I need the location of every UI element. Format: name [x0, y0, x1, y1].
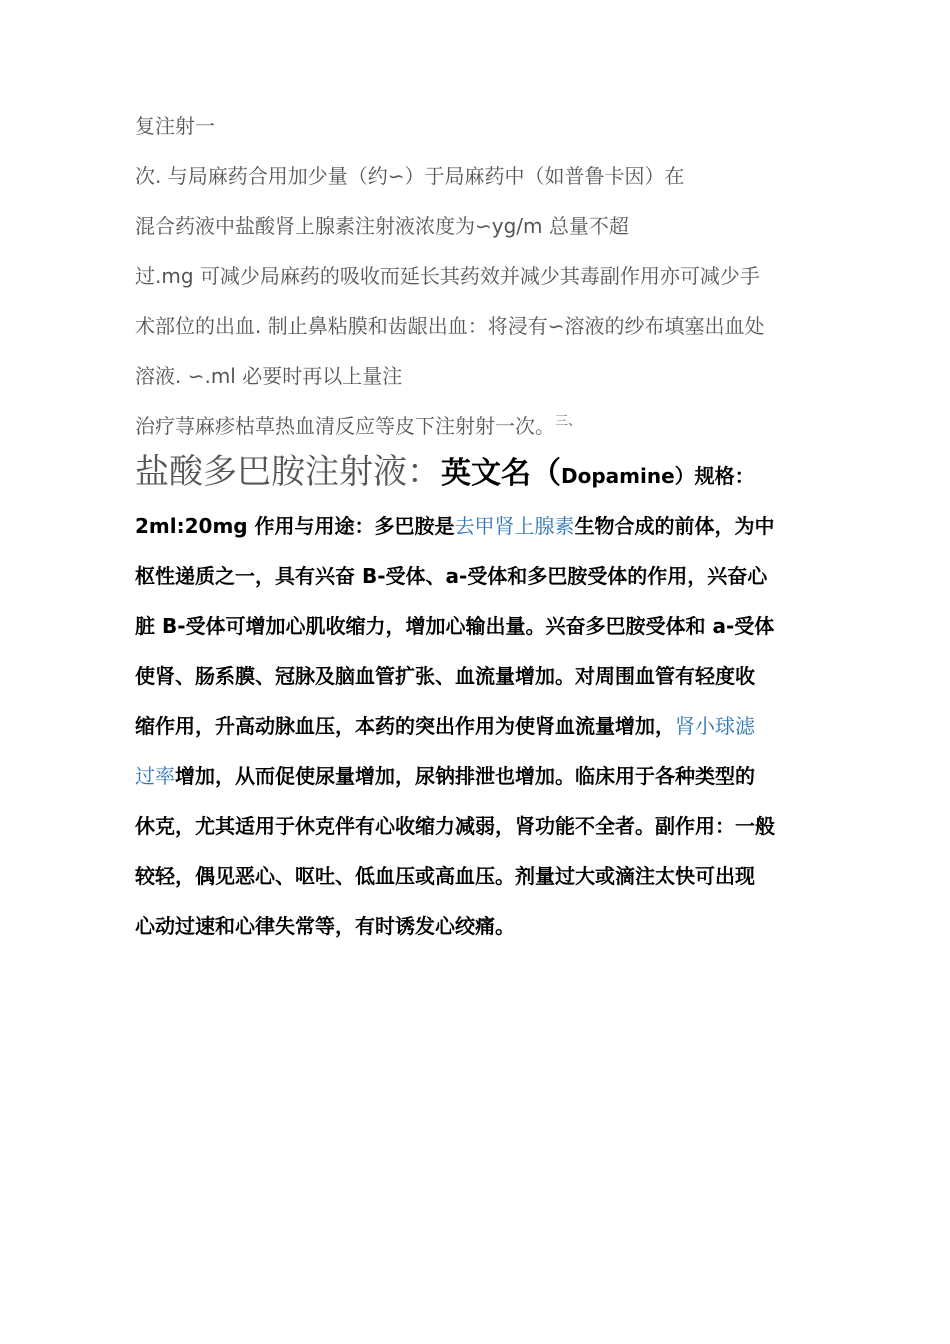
- text-line: [135, 411, 581, 445]
- section-number: 三、: [555, 414, 582, 429]
- text-span: 缩作用，升高动脉血压，本药的突出作用为使肾血流量增加，: [135, 714, 675, 738]
- text-line: 休克，尤其适用于休克伴有心收缩力减弱，肾功能不全者。副作用：一般: [135, 814, 775, 838]
- text-line: 较轻，偶见恶心、呕吐、低血压或高血压。剂量过大或滴注太快可出现: [135, 864, 755, 888]
- spec-label: ）规格：: [674, 464, 755, 488]
- text-span: 增加，从而促使尿量增加，尿钠排泄也增加。临床用于各种类型的: [175, 764, 755, 788]
- text-span: 2ml:20mg 作用与用途：多巴胺是: [135, 514, 455, 538]
- english-name-label: 英文名（: [441, 456, 561, 491]
- text-line: [135, 761, 755, 791]
- text-line: 复注射一: [135, 114, 215, 138]
- text-line: 过.mg 可减少局麻药的吸收而延长其药效并减少其毒副作用亦可减少手: [135, 264, 760, 288]
- english-name: Dopamine: [561, 464, 675, 488]
- text-span: 治疗荨麻疹枯草热血清反应等皮下注射射一次。: [135, 414, 555, 438]
- text-line: 使肾、肠系膜、冠脉及脑血管扩张、血流量增加。对周围血管有轻度收: [135, 664, 755, 688]
- text-line: 混合药液中盐酸肾上腺素注射液浓度为∽yg/m 总量不超: [135, 214, 629, 238]
- text-line: 脏 B-受体可增加心肌收缩力，增加心输出量。兴奋多巴胺受体和 a-受体: [135, 614, 775, 638]
- norepinephrine-link[interactable]: 去甲肾上腺素: [454, 514, 575, 538]
- drug-name: 盐酸多巴胺注射液：: [135, 452, 441, 492]
- drug-heading: [135, 449, 755, 499]
- text-line: 术部位的出血. 制止鼻粘膜和齿龈出血：将浸有∽溶液的纱布填塞出血处: [135, 314, 765, 338]
- text-line: [135, 711, 755, 741]
- glomerular-filtration-rate-link[interactable]: 肾小球滤: [675, 714, 755, 738]
- text-line: 枢性递质之一，具有兴奋 B-受体、a-受体和多巴胺受体的作用，兴奋心: [135, 564, 768, 588]
- text-span: 生物合成的前体，为中: [574, 514, 775, 538]
- text-line: 心动过速和心律失常等，有时诱发心绞痛。: [135, 914, 515, 938]
- text-line: 溶液. ∽.ml 必要时再以上量注: [135, 364, 403, 388]
- text-line: 次. 与局麻药合用加少量（约∽）于局麻药中（如普鲁卡因）在: [135, 164, 685, 188]
- glomerular-filtration-rate-link[interactable]: 过率: [135, 764, 175, 788]
- text-line: [135, 511, 775, 541]
